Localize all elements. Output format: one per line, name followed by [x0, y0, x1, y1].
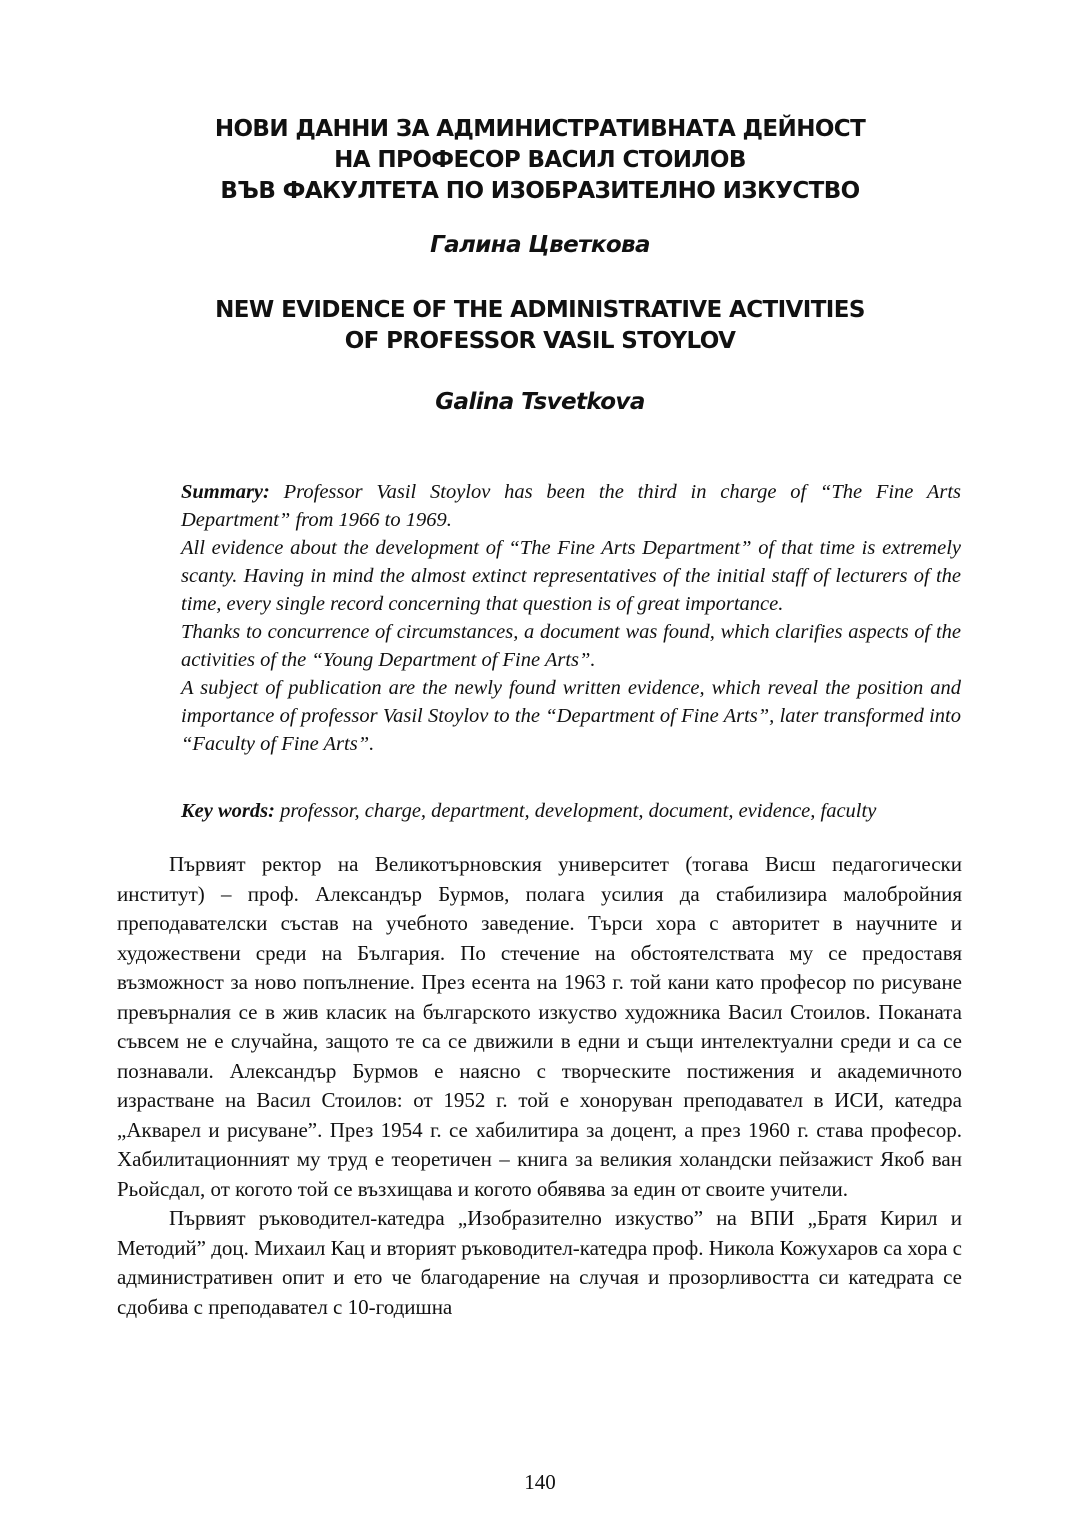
summary-intro: Professor Vasil Stoylov has been the third in charge of “The Fine Arts Department” from 1966 to 1969.	[181, 481, 961, 531]
body-text	[117, 850, 962, 1322]
title-bg-line-2: НА ПРОФЕСОР ВАСИЛ СТОИЛОВ	[334, 147, 746, 173]
body-paragraph: Първият ръководител-катедра „Изобразително изкуство” на ВПИ „Братя Кирил и Методий” доц. Михаил Кац и вторият ръководител-катедра проф. Никола Кожухаров са хора с административен опит и ето че благодарение на случая и прозорливостта си катедрата се сдобива с преподавател с 10-годишна	[117, 1206, 962, 1319]
body-paragraph: Първият ректор на Великотърновския университет (тогава Висш педагогически институт) – проф. Александър Бурмов, полага усилия да стабилизира малобройния преподавателски състав на учебното заведение. Търси хора с авторитет в научните и художествени среди на България. По стечение на обстоятелствата му се предоставя възможност за ново попълнение. През есента на 1963 г. той кани като професор по рисуване превърналия се в жив класик на българското изкуство художника Васил Стоилов. Поканата съвсем не е случайна, защото те са се движили в едни и същи интелектуални среди и са се познавали. Александър Бурмов е наясно с творческите постижения и академичното израстване на Васил Стоилов: от 1952 г. той е хоноруван преподавател в ИСИ, катедра „Акварел и рисуване”. През 1954 г. се хабилитира за доцент, а през 1960 г. става професор. Хабилитационният му труд е теоретичен – книга за великия холандски пейзажист Якоб ван Рьойсдал, от когото той се възхищава и когото обявява за един от своите учители.	[117, 852, 962, 1201]
title-en-line-2: OF PROFESSOR VASIL STOYLOV	[344, 328, 736, 354]
summary-paragraph: Thanks to concurrence of circumstances, a document was found, which clarifies aspects of the activities of the “Young Department of Fine Arts”.	[181, 621, 961, 671]
page-number: 140	[524, 1470, 556, 1494]
keywords-label: Key words:	[181, 800, 275, 822]
summary-label: Summary:	[181, 481, 270, 503]
article-title-english	[120, 295, 960, 357]
author-name-english: Galina Tsvetkova	[435, 389, 645, 415]
summary-block	[181, 478, 961, 758]
keywords-text: professor, charge, department, development, document, evidence, faculty	[274, 800, 877, 822]
summary-paragraph: All evidence about the development of “The Fine Arts Department” of that time is extremely scanty. Having in mind the almost extinct representatives of the initial staff of lecturers of the time, every single record concerning that question is of great importance.	[181, 537, 961, 615]
summary-paragraph	[181, 478, 961, 534]
author-name-bulgarian: Галина Цветкова	[430, 232, 650, 258]
title-bg-line-1: НОВИ ДАННИ ЗА АДМИНИСТРАТИВНАТА ДЕЙНОСТ	[214, 116, 866, 142]
title-en-line-1: NEW EVIDENCE OF THE ADMINISTRATIVE ACTIVITIES	[215, 297, 865, 323]
title-bg-line-3: ВЪВ ФАКУЛТЕТА ПО ИЗОБРАЗИТЕЛНО ИЗКУСТВО	[220, 178, 860, 204]
article-title-bulgarian	[120, 114, 960, 207]
keywords-line	[181, 797, 971, 825]
summary-paragraph: A subject of publication are the newly found written evidence, which reveal the position and importance of professor Vasil Stoylov to the “Department of Fine Arts”, later transformed into “Faculty of Fine Arts”.	[181, 677, 961, 755]
